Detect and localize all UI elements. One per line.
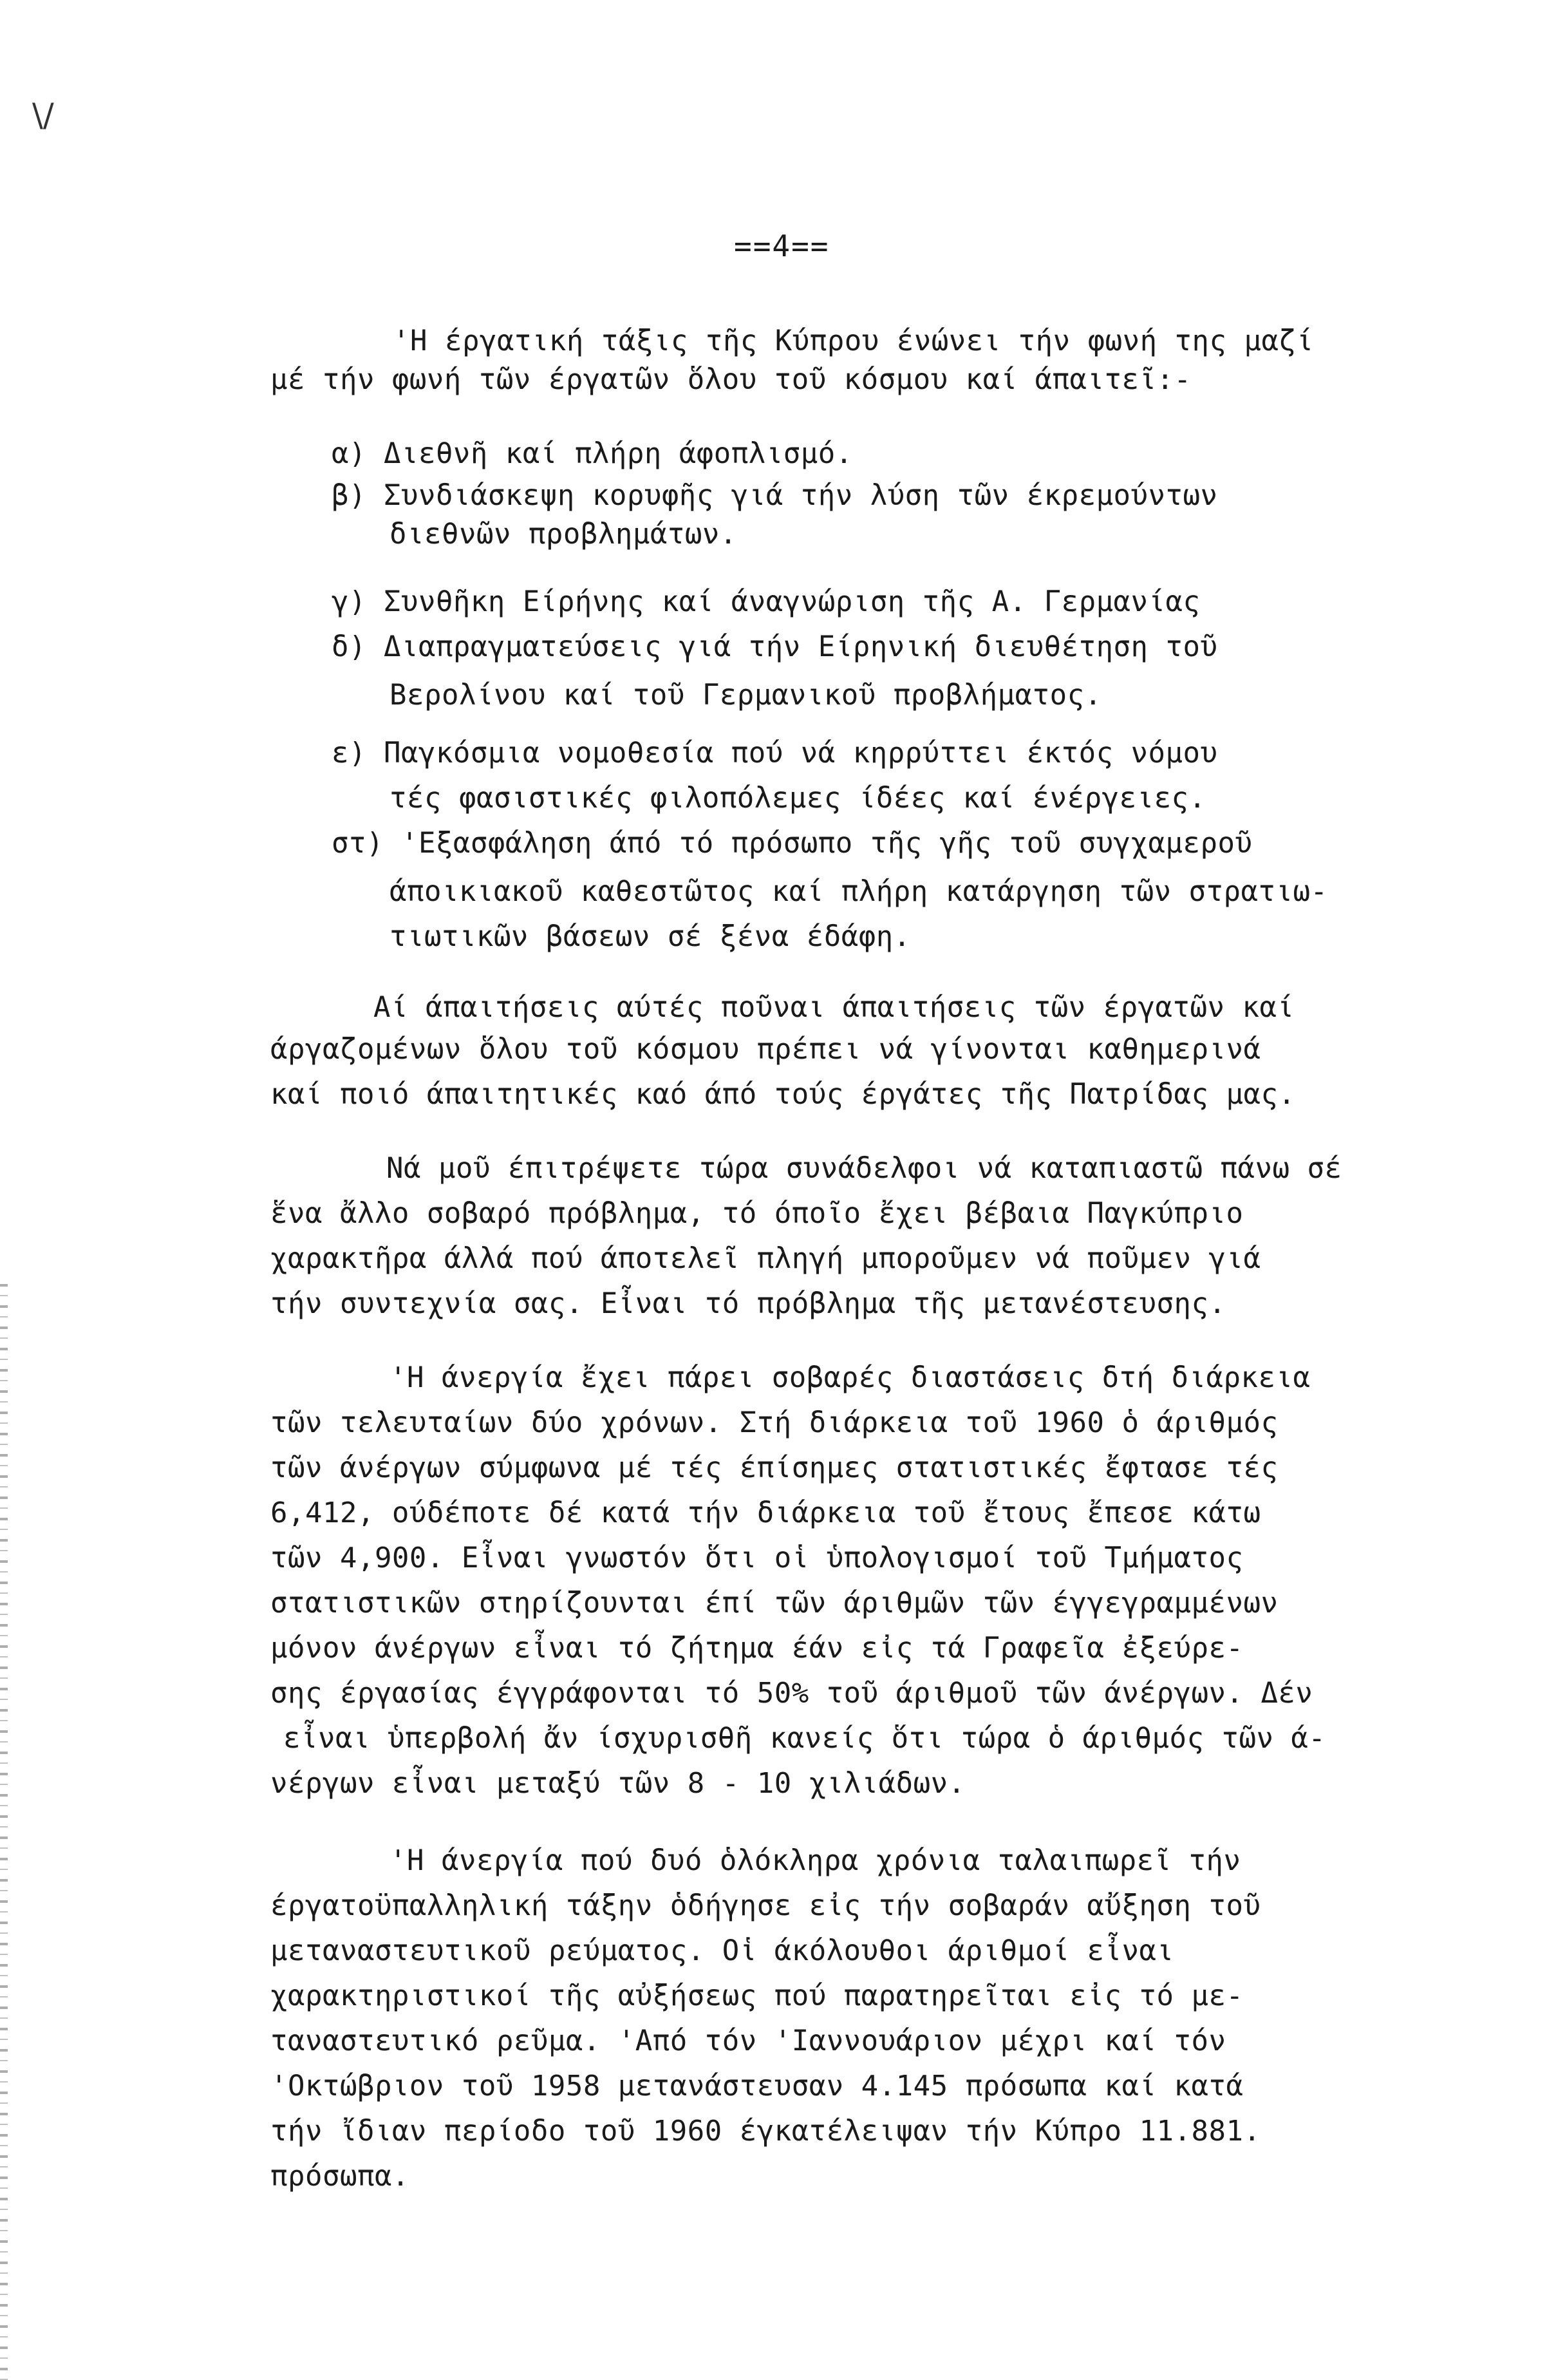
text-line: 'Η άνεργία ἔχει πάρει σοβαρές διαστάσεις δτή διάρκεια <box>389 1361 1311 1394</box>
page-number: ==4== <box>734 229 830 263</box>
list-item-continuation: άποικιακοῦ καθεστῶτος καί πλήρη κατάργηση τῶν στρατιω- <box>389 875 1328 908</box>
text-line: τῶν τελευταίων δύο χρόνων. Στή διάρκεια τοῦ 1960 ὁ άριθμός <box>270 1406 1279 1439</box>
text-line: έργατοϋπαλληλική τάξην ὁδήγησε εἰς τήν σοβαράν αὔξηση τοῦ <box>270 1889 1261 1922</box>
text-line: τῶν άνέργων σύμφωνα μέ τές έπίσημες στατιστικές ἔφτασε τές <box>270 1451 1279 1484</box>
text-line: 'Οκτώβριον τοῦ 1958 μετανάστευσαν 4.145 πρόσωπα καί κατά <box>270 2070 1244 2102</box>
list-item: δ) Διαπραγματεύσεις γιά τήν Είρηνική διευθέτηση τοῦ <box>332 630 1218 663</box>
list-item-continuation: Βερολίνου καί τοῦ Γερμανικοῦ προβλήματος. <box>389 679 1102 712</box>
list-item-continuation: τές φασιστικές φιλοπόλεμες ίδέες καί ένέργειες. <box>389 782 1206 815</box>
text-line: μόνον άνέργων εἶναι τό ζήτημα έάν εἰς τά Γραφεῖα ἐξεύρε- <box>270 1632 1244 1665</box>
text-line: σης έργασίας έγγράφονται τό 50% τοῦ άριθμοῦ τῶν άνέργων. Δέν <box>270 1677 1313 1710</box>
text-line: Νά μοῦ έπιτρέψετε τώρα συνάδελφοι νά καταπιαστῶ πάνω σέ <box>386 1152 1342 1185</box>
text-line: 'Η έργατική τάξις τῆς Κύπρου ένώνει τήν φωνή της μαζί <box>393 325 1314 357</box>
text-line: πρόσωπα. <box>270 2160 409 2193</box>
text-line: Αί άπαιτήσεις αύτές ποῦναι άπαιτήσεις τῶν έργατῶν καί <box>373 991 1295 1024</box>
scan-edge-artifact <box>0 1275 8 2380</box>
margin-mark: \/ <box>32 97 54 134</box>
text-line: μέ τήν φωνή τῶν έργατῶν ὅλου τοῦ κόσμου καί άπαιτεῖ:- <box>270 363 1192 396</box>
text-line: μεταναστευτικοῦ ρεύματος. Οἱ άκόλουθοι άριθμοί εἶναι <box>270 1934 1174 1967</box>
list-item: ε) Παγκόσμια νομοθεσία πού νά κηρρύττει έκτός νόμου <box>332 737 1218 770</box>
list-item: στ) 'Εξασφάληση άπό τό πρόσωπο τῆς γῆς τοῦ συγχαμεροῦ <box>332 827 1253 860</box>
list-item-continuation: τιωτικῶν βάσεων σέ ξένα έδάφη. <box>389 920 911 953</box>
text-line: ταναστευτικό ρεῦμα. 'Από τόν 'Ιαννουάριον μέχρι καί τόν <box>270 2025 1226 2057</box>
list-item: α) Διεθνῆ καί πλήρη άφοπλισμό. <box>332 437 853 470</box>
text-line: στατιστικῶν στηρίζουνται έπί τῶν άριθμῶν τῶν έγγεγραμμένων <box>270 1587 1279 1620</box>
list-item-continuation: διεθνῶν προβλημάτων. <box>389 518 737 551</box>
text-line: εἶναι ὑπερβολή ἄν ίσχυρισθῆ κανείς ὅτι τώρα ὁ άριθμός τῶν ά- <box>283 1722 1326 1755</box>
text-line: τήν ἴδιαν περίοδο τοῦ 1960 έγκατέλειψαν τήν Κύπρο 11.881. <box>270 2115 1261 2148</box>
list-item: γ) Συνθῆκη Είρήνης καί άναγνώριση τῆς Α. Γερμανίας <box>332 585 1201 618</box>
list-item: β) Συνδιάσκεψη κορυφῆς γιά τήν λύση τῶν έκρεμούντων <box>332 479 1218 512</box>
text-line: 'Η άνεργία πού δυό ὁλόκληρα χρόνια ταλαιπωρεῖ τήν <box>389 1844 1241 1877</box>
text-line: τῶν 4,900. Εἶναι γνωστόν ὅτι οἱ ὑπολογισμοί τοῦ Τμήματος <box>270 1542 1244 1574</box>
text-line: χαρακτῆρα άλλά πού άποτελεῖ πληγή μποροῦμεν νά ποῦμεν γιά <box>270 1242 1261 1275</box>
text-line: χαρακτηριστικοί τῆς αὐξήσεως πού παρατηρεῖται εἰς τό με- <box>270 1979 1244 2012</box>
text-line: καί ποιό άπαιτητικές καό άπό τούς έργάτες τῆς Πατρίδας μας. <box>270 1078 1296 1111</box>
text-line: ἕνα ἄλλο σοβαρό πρόβλημα, τό όποῖο ἔχει βέβαια Παγκύπριο <box>270 1197 1244 1230</box>
text-line: τήν συντεχνία σας. Εἶναι τό πρόβλημα τῆς μετανέστευσης. <box>270 1287 1226 1320</box>
text-line: νέργων εἶναι μεταξύ τῶν 8 - 10 χιλιάδων. <box>270 1767 966 1800</box>
text-line: άργαζομένων ὅλου τοῦ κόσμου πρέπει νά γίνονται καθημερινά <box>270 1033 1261 1066</box>
text-line: 6,412, ούδέποτε δέ κατά τήν διάρκεια τοῦ ἔτους ἔπεσε κάτω <box>270 1497 1261 1529</box>
